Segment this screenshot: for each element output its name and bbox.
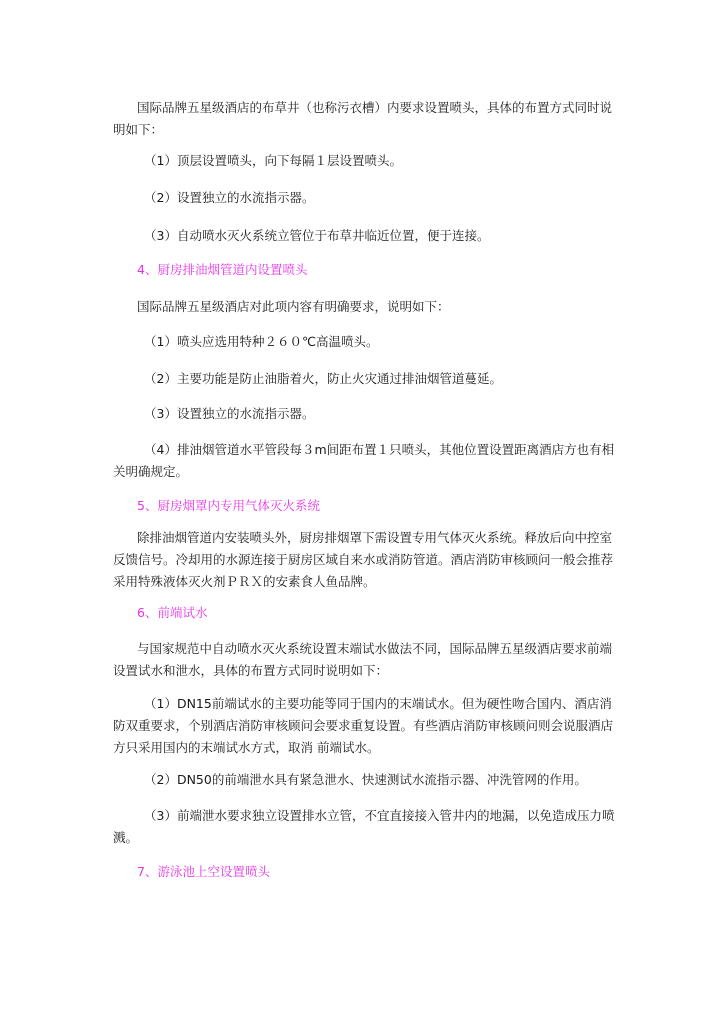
list-item: （1）喷头应选用特种２６０℃高温喷头。 bbox=[144, 334, 379, 349]
list-item: （2）主要功能是防止油脂着火，防止火灾通过排油烟管道蔓延。 bbox=[144, 371, 502, 386]
section-heading: 4、厨房排油烟管道内设置喷头 bbox=[137, 262, 308, 277]
body-paragraph: 与国家规范中自动喷水灭火系统设置末端试水做法不同，国际品牌五星级酒店要求前端设置试水和泄水，具体的布置方式同时说明如下： bbox=[113, 641, 613, 678]
list-item: （2）DN50的前端泄水具有紧急泄水、快速测试水流指示器、冲洗管网的作用。 bbox=[144, 772, 587, 787]
list-item: （3）自动喷水灭火系统立管位于布草井临近位置，便于连接。 bbox=[144, 228, 490, 243]
intro-paragraph: 国际品牌五星级酒店的布草井（也称污衣槽）内要求设置喷头，具体的布置方式同时说明如下： bbox=[113, 100, 613, 137]
body-paragraph: 除排油烟管道内安装喷头外，厨房排烟罩下需设置专用气体灭火系统。释放后向中控室反馈信号。冷却用的水源连接于厨房区域自来水或消防管道。酒店消防审核顾问一般会推荐采用特殊液体灭火剂ＰＲＸ的安素食人鱼品牌。 bbox=[113, 530, 614, 589]
list-item: （1）顶层设置喷头，向下每隔１层设置喷头。 bbox=[144, 153, 402, 168]
list-item: （3）前端泄水要求独立设置排水立管，不宜直接接入管井内的地漏，以免造成压力喷溅。 bbox=[113, 808, 615, 845]
section-heading: 5、厨房烟罩内专用气体灭火系统 bbox=[137, 498, 320, 513]
list-item: （1）DN15前端试水的主要功能等同于国内的末端试水。但为硬性吻合国内、酒店消防双重要求，个别酒店消防审核顾问会要求重复设置。有些酒店消防审核顾问则会说服酒店方只采用国内的末端试水方式，取消 前端试水。 bbox=[113, 696, 614, 755]
section-heading: 6、前端试水 bbox=[137, 605, 208, 620]
body-paragraph: 国际品牌五星级酒店对此项内容有明确要求，说明如下： bbox=[137, 299, 450, 314]
list-item: （3）设置独立的水流指示器。 bbox=[144, 406, 315, 421]
list-item: （2）设置独立的水流指示器。 bbox=[144, 190, 315, 205]
list-item: （4）排油烟管道水平管段每３m间距布置１只喷头，其他位置设置距离酒店方也有相关明确规定。 bbox=[113, 442, 615, 479]
section-heading: 7、游泳池上空设置喷头 bbox=[137, 864, 270, 879]
